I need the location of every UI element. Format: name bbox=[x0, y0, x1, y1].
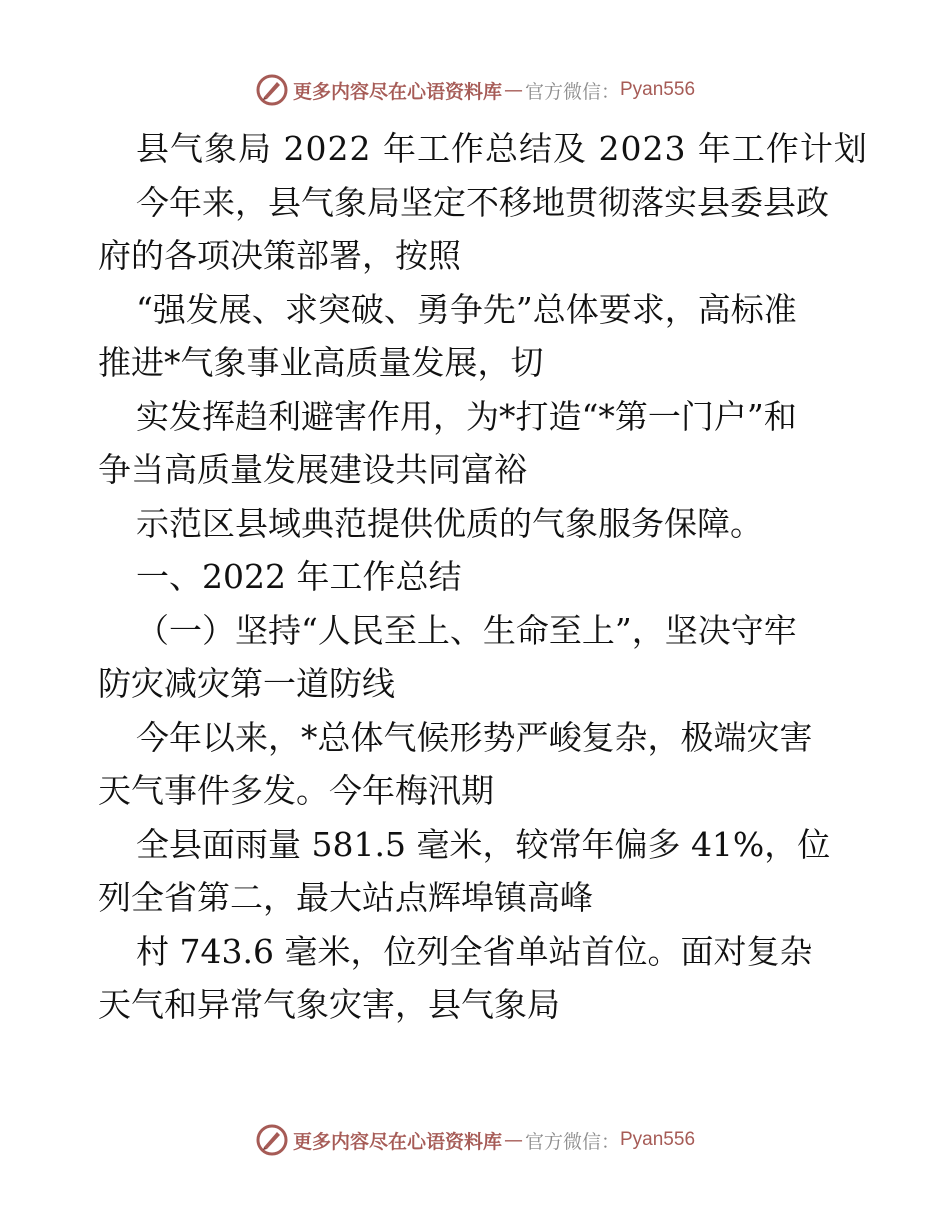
paragraph-line: 列全省第二，最大站点辉埠镇高峰 bbox=[98, 878, 593, 917]
quill-seal-icon bbox=[255, 1123, 289, 1157]
watermark-brand: 更多内容尽在心语资料库 bbox=[292, 1130, 502, 1153]
quill-seal-icon bbox=[255, 73, 289, 107]
header-watermark bbox=[0, 70, 950, 110]
watermark-account: Pyan556 bbox=[620, 1129, 696, 1150]
watermark-official: 官方微信： bbox=[524, 1130, 620, 1153]
watermark-official: 官方微信： bbox=[524, 80, 620, 103]
paragraph-line: 府的各项决策部署，按照 bbox=[98, 236, 461, 275]
section-heading: 一、2022 年工作总结 bbox=[136, 557, 462, 596]
watermark-account: Pyan556 bbox=[620, 79, 696, 100]
footer-watermark bbox=[0, 1120, 950, 1160]
paragraph-line: “强发展、求突破、勇争先”总体要求，高标准 bbox=[136, 289, 797, 329]
paragraph-line: 天气和异常气象灾害，县气象局 bbox=[98, 985, 560, 1024]
watermark-dash: — bbox=[503, 1129, 523, 1151]
watermark-dash: — bbox=[503, 79, 523, 101]
paragraph-line: 示范区县域典范提供优质的气象服务保障。 bbox=[136, 503, 763, 543]
paragraph-line: 天气事件多发。今年梅汛期 bbox=[98, 771, 494, 810]
paragraph-line: 推进*气象事业高质量发展，切 bbox=[98, 343, 544, 382]
paragraph-line: 争当高质量发展建设共同富裕 bbox=[98, 450, 527, 489]
document-title: 县气象局 2022 年工作总结及 2023 年工作计划 bbox=[136, 129, 868, 168]
watermark-brand: 更多内容尽在心语资料库 bbox=[292, 80, 502, 103]
subsection-heading-cont: 防灾减灾第一道防线 bbox=[98, 664, 395, 703]
paragraph-line: 今年以来，*总体气候形势严峻复杂，极端灾害 bbox=[136, 717, 813, 757]
paragraph-line: 村 743.6 毫米，位列全省单站首位。面对复杂 bbox=[136, 931, 813, 971]
paragraph-line: 全县面雨量 581.5 毫米，较常年偏多 41%，位 bbox=[136, 824, 831, 864]
paragraph-line: 今年来，县气象局坚定不移地贯彻落实县委县政 bbox=[136, 182, 829, 222]
subsection-heading: （一）坚持“人民至上、生命至上”，坚决守牢 bbox=[136, 610, 797, 650]
document-body bbox=[98, 122, 868, 1032]
paragraph-line: 实发挥趋利避害作用，为*打造“*第一门户”和 bbox=[136, 396, 797, 436]
